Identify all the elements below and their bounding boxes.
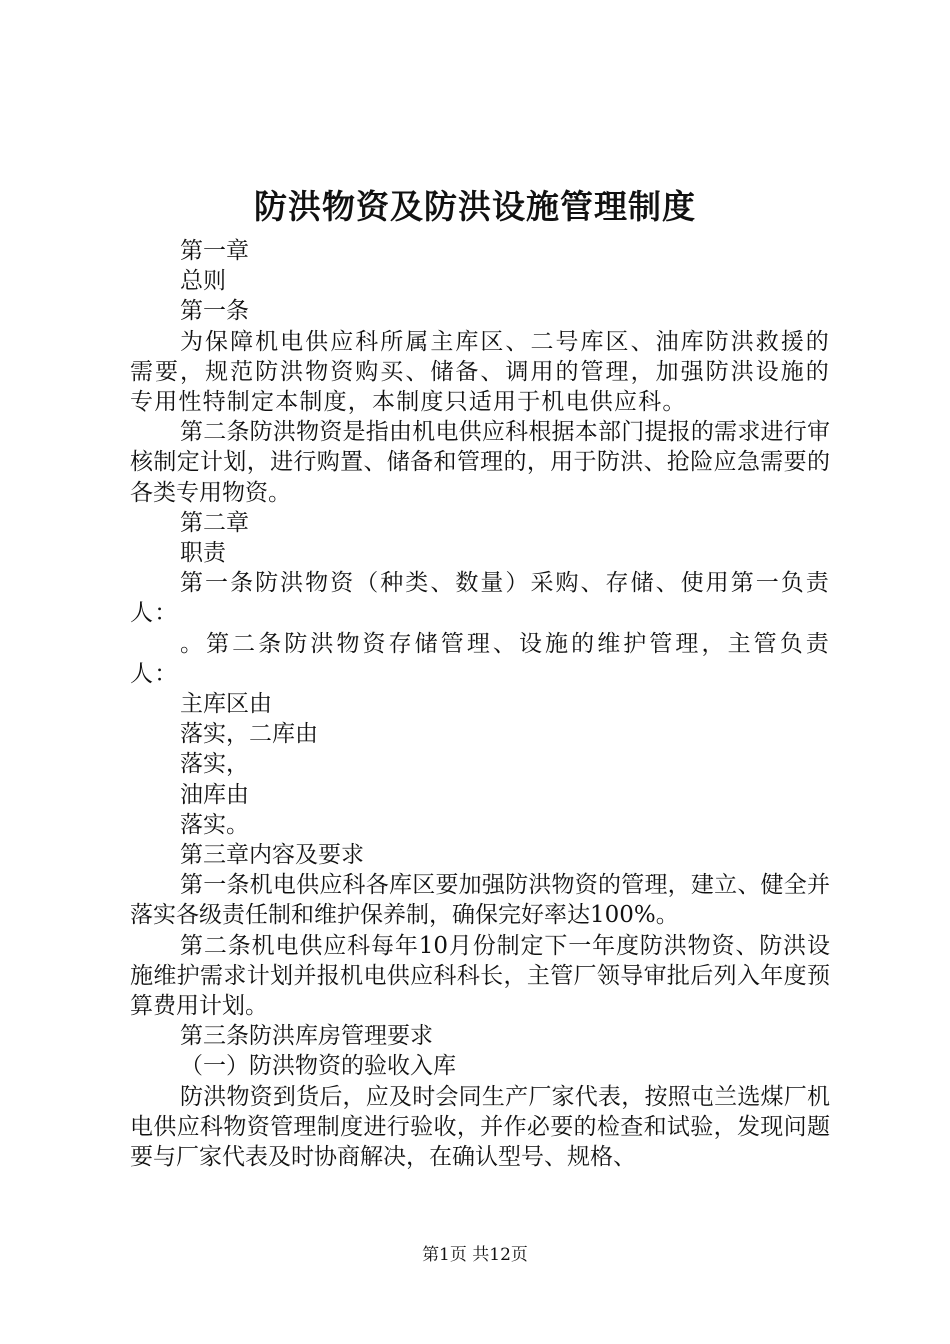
- paragraph: 主库区由: [180, 691, 272, 718]
- article-heading: 第三条防洪库房管理要求: [180, 1023, 433, 1050]
- paragraph: 。第二条防洪物资存储管理、设施的维护管理，主管负责人：: [130, 630, 830, 687]
- document-title: 防洪物资及防洪设施管理制度: [254, 187, 696, 226]
- paragraph: 第二条防洪物资是指由机电供应科根据本部门提报的需求进行审核制定计划，进行购置、储备和管理的，用于防洪、抢险应急需要的各类专用物资。: [130, 419, 830, 506]
- chapter-heading: 第二章: [180, 509, 249, 536]
- article-heading: 第一条: [180, 298, 249, 325]
- chapter-heading: 第三章内容及要求: [180, 842, 364, 869]
- paragraph: 防洪物资到货后，应及时会同生产厂家代表，按照屯兰选煤厂机电供应科物资管理制度进行验收，并作必要的检查和试验，发现问题要与厂家代表及时协商解决，在确认型号、规格、: [130, 1083, 830, 1171]
- paragraph: 油库由: [180, 781, 249, 808]
- paragraph: 落实。: [180, 811, 249, 838]
- paragraph: 第二条机电供应科每年10月份制定下一年度防洪物资、防洪设施维护需求计划并报机电供应科科长，主管厂领导审批后列入年度预算费用计划。: [130, 932, 830, 1020]
- chapter-subheading: 总则: [180, 268, 226, 295]
- chapter-heading: 第一章: [180, 238, 249, 264]
- chapter-subheading: 职责: [180, 540, 226, 567]
- paragraph: 第一条机电供应科各库区要加强防洪物资的管理，建立、健全并落实各级责任制和维护保养制，确保完好率达100%。: [130, 872, 830, 929]
- page-number-footer: 第1页 共12页: [422, 1245, 528, 1265]
- paragraph: 落实，: [180, 751, 249, 778]
- document-body: [130, 236, 830, 1172]
- paragraph: 第一条防洪物资（种类、数量）采购、存储、使用第一负责人：: [130, 570, 830, 627]
- paragraph: 落实，二库由: [180, 721, 318, 748]
- paragraph: 为保障机电供应科所属主库区、二号库区、油库防洪救援的需要，规范防洪物资购买、储备、调用的管理，加强防洪设施的专用性特制定本制度，本制度只适用于机电供应科。: [130, 328, 830, 416]
- section-heading: （一）防洪物资的验收入库: [180, 1053, 456, 1080]
